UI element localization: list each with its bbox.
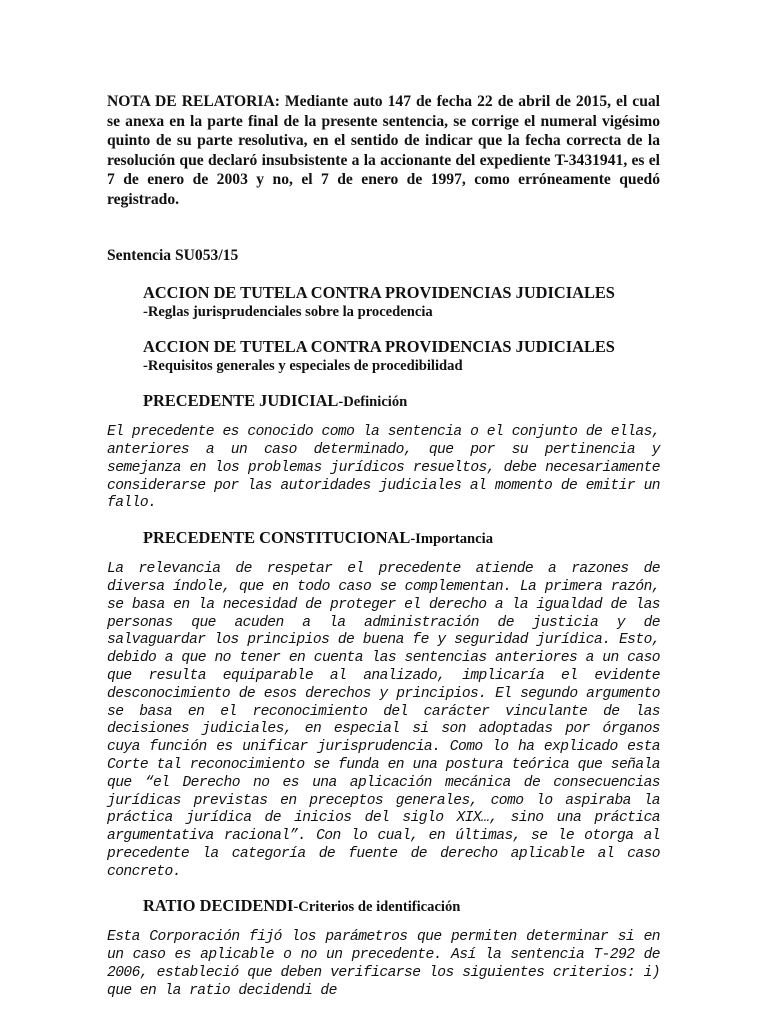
heading-ratio-decidendi <box>107 896 660 916</box>
nota-de-relatoria <box>107 92 660 210</box>
heading-main: ACCION DE TUTELA CONTRA PROVIDENCIAS JUDICIALES <box>143 337 615 357</box>
heading-main: PRECEDENTE CONSTITUCIONAL <box>143 528 411 548</box>
document-page <box>107 92 660 1001</box>
paragraph-precedente-definicion: El precedente es conocido como la sentencia o el conjunto de ellas, anteriores a un caso determinado, que por su pertinencia y semejanza en los problemas jurídicos resueltos, debe necesariamente considerarse por las autoridades judiciales al momento de emitir un fallo. <box>107 424 660 512</box>
heading-precedente-judicial <box>107 391 660 411</box>
paragraph-ratio-criterios: Esta Corporación fijó los parámetros que permiten determinar si en un caso es aplicable o no un precedente. Así la sentencia T-292 de 2006, estableció que deben verificarse los siguientes criterios: i) que en la ratio decidendi de <box>107 929 660 999</box>
sentencia-title: Sentencia SU053/15 <box>107 246 239 264</box>
heading-sub: -Reglas jurisprudenciales sobre la procedencia <box>143 304 433 321</box>
heading-main: RATIO DECIDENDI <box>143 896 294 916</box>
heading-main: ACCION DE TUTELA CONTRA PROVIDENCIAS JUDICIALES <box>143 283 615 303</box>
heading-sub: -Requisitos generales y especiales de procedibilidad <box>143 358 463 375</box>
heading-sub: -Criterios de identificación <box>293 899 461 916</box>
heading-tutela-requisitos <box>107 337 660 376</box>
nota-label: NOTA DE RELATORIA <box>107 93 275 110</box>
heading-tutela-reglas <box>107 283 660 322</box>
heading-sub: -Importancia <box>410 531 494 548</box>
heading-main: PRECEDENTE JUDICIAL <box>143 391 339 411</box>
paragraph-precedente-importancia: La relevancia de respetar el precedente atiende a razones de diversa índole, que en todo caso se complementan. La primera razón, se basa en la necesidad de proteger el derecho a la igualdad de las personas que acuden a la administración de justicia y de salvaguardar los principios de buena fe y seguridad jurídica. Esto, debido a que no tener en cuenta las sentencias anteriores a un caso que resulta equiparable al analizado, implicaría el evidente desconocimiento de esos derechos y principios. El segundo argumento se basa en el reconocimiento del carácter vinculante de las decisiones judiciales, en especial si son adoptadas por órganos cuya función es unificar jurisprudencia. Como lo ha explicado esta Corte tal reconocimiento se funda en una postura teórica que señala que “el Derecho no es una aplicación mecánica de consecuencias jurídicas previstas en preceptos generales, como lo aspiraba la práctica jurídica de inicios del siglo XIX…, sino una práctica argumentativa racional”. Con lo cual, en últimas, se le otorga al precedente la categoría de fuente de derecho aplicable al caso concreto. <box>107 561 660 880</box>
nota-text: : Mediante auto 147 de fecha 22 de abril de 2015, el cual se anexa en la parte final de la presente sentencia, se corrige el numeral vigésimo quinto de su parte resolutiva, en el sentido de indicar que la fecha correcta de la resolución que declaró insubsistente a la accionante del expediente T-3431941, es el 7 de enero de 2003 y no, el 7 de enero de 1997, como erróneamente quedó registrado. <box>107 93 661 208</box>
heading-sub: -Definición <box>338 394 408 411</box>
heading-precedente-constitucional <box>107 528 660 548</box>
